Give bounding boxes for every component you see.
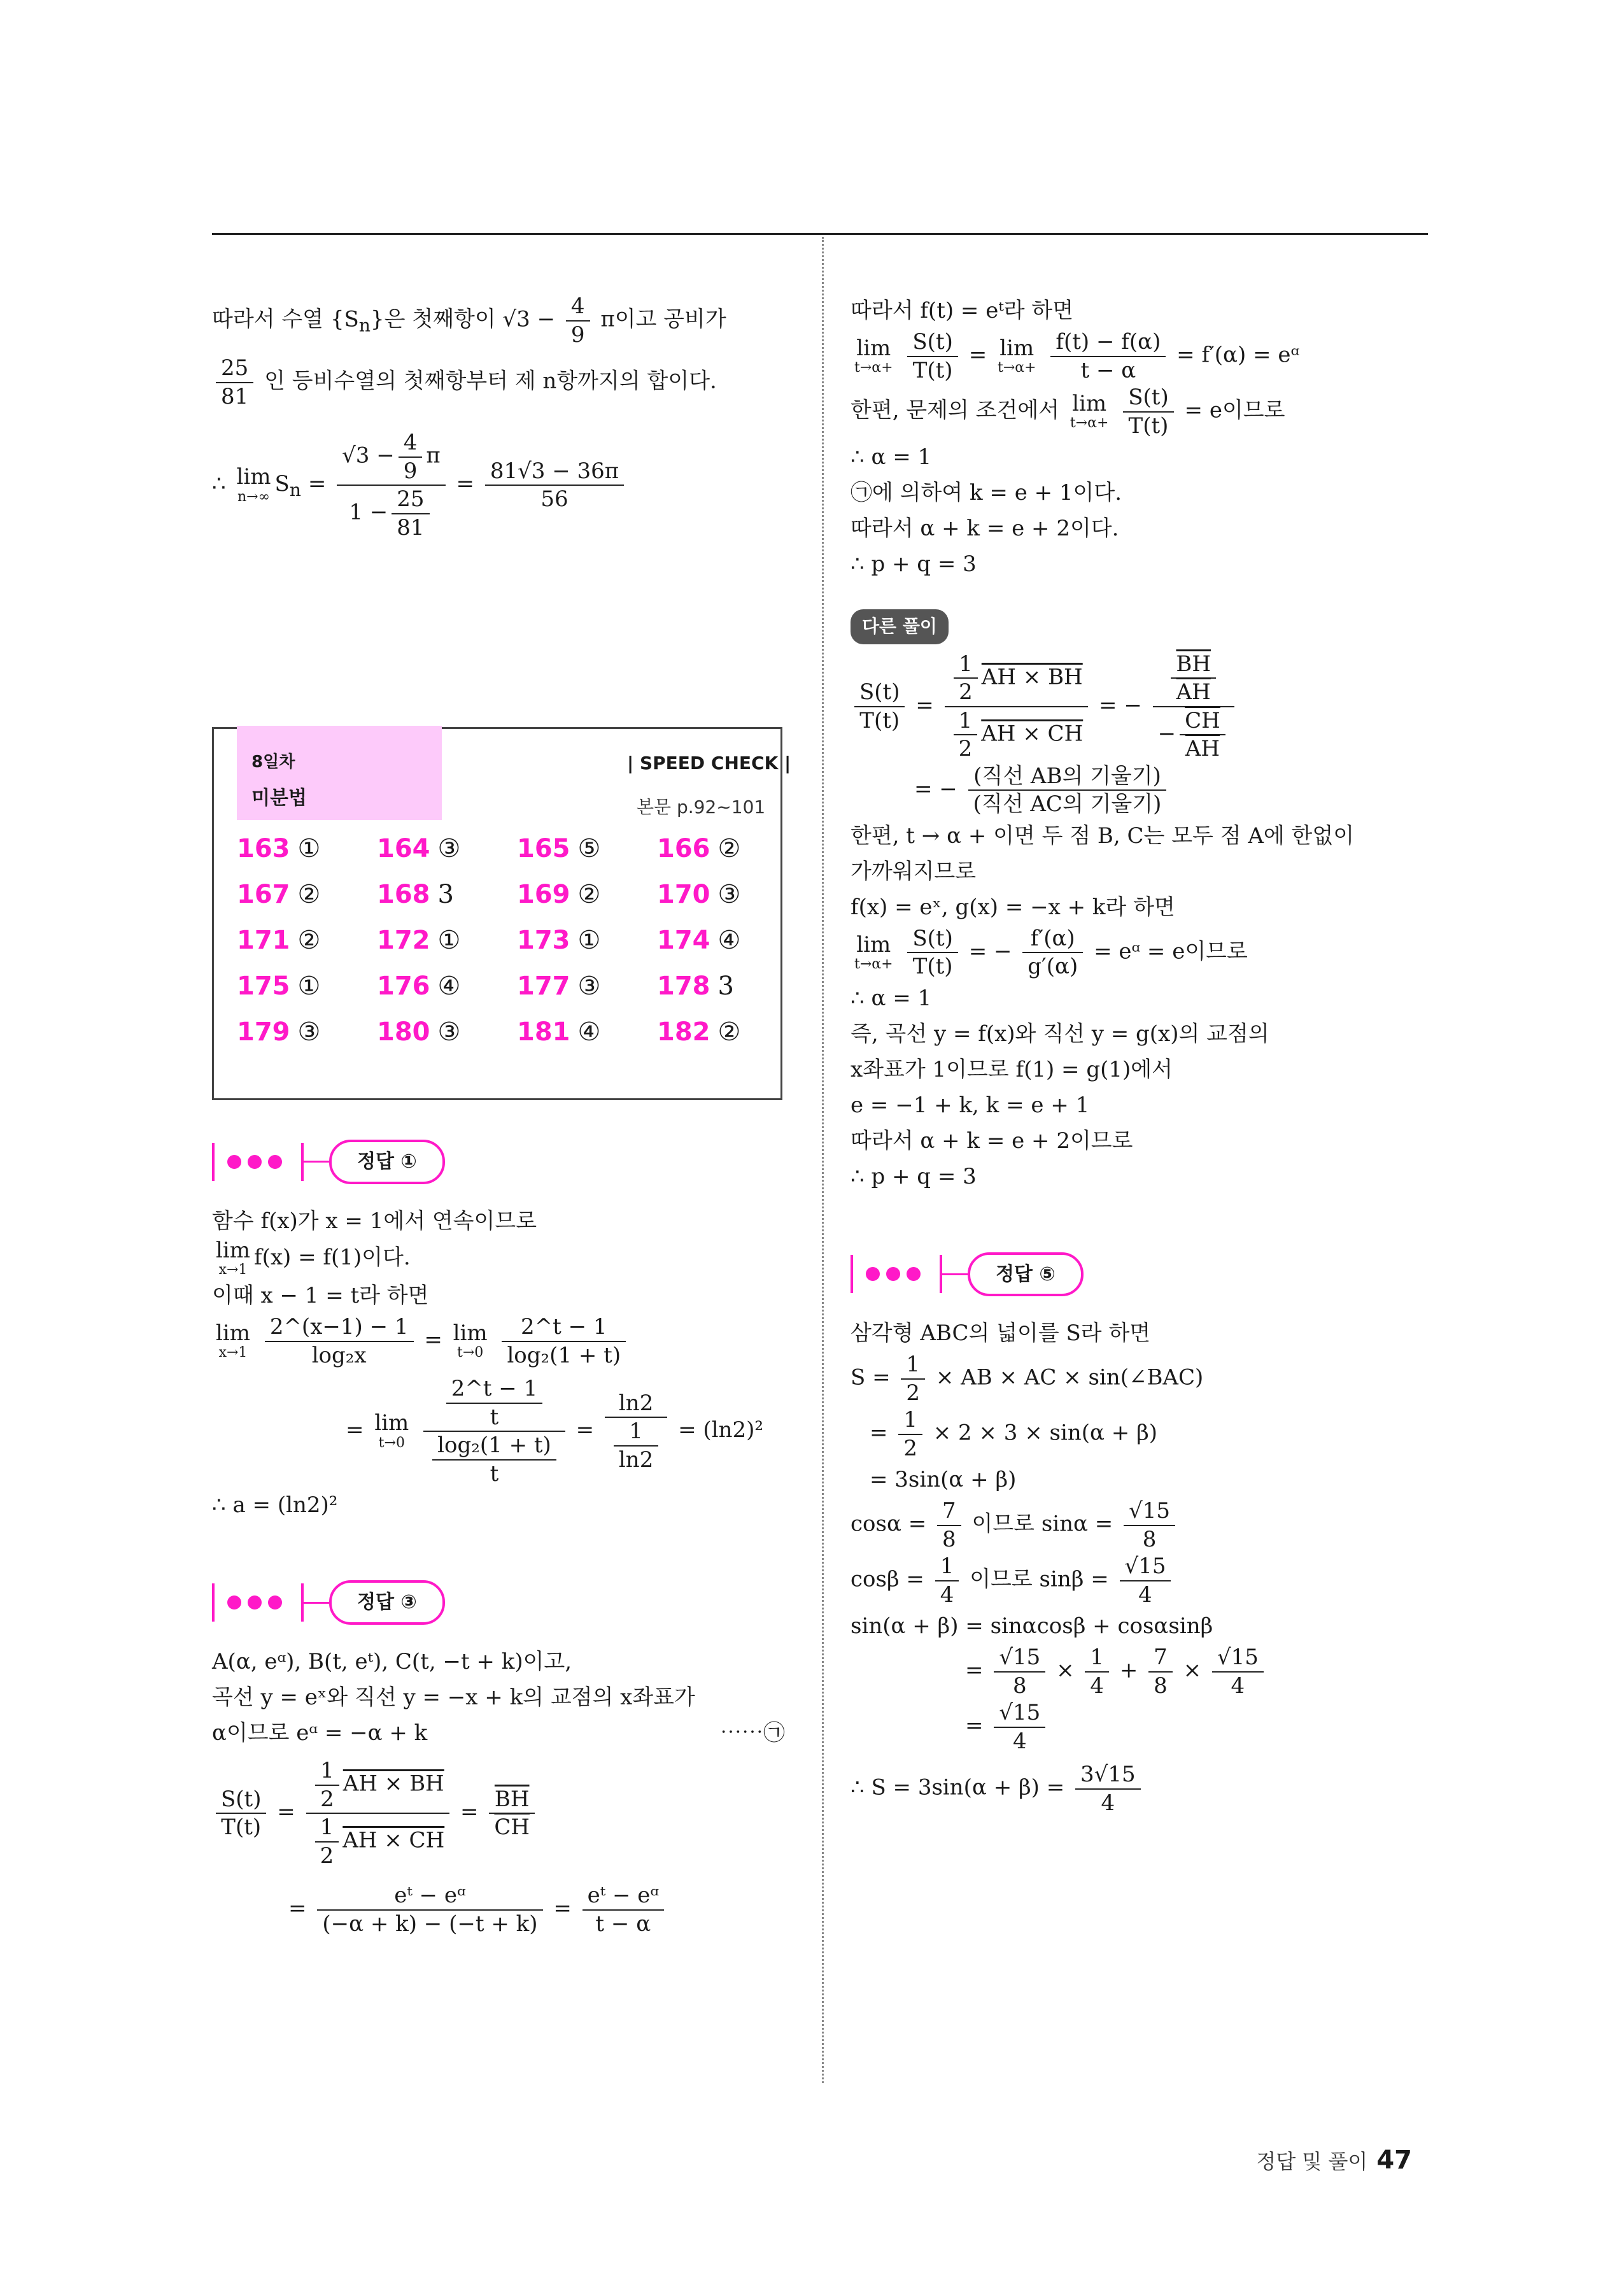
frac-4-9: $\frac{4}{9}$ bbox=[566, 293, 590, 348]
lim-n: lim n→∞ bbox=[236, 464, 271, 505]
day-label: 8일차 bbox=[251, 753, 295, 772]
answer-number: 176 bbox=[377, 972, 430, 1001]
tri-line-2: S = $\frac{1}{2}$ × AB × AC × sin(∠BAC) bbox=[851, 1352, 1204, 1406]
other-solution-label: 다른 풀이 bbox=[851, 609, 949, 644]
tri-line-3: = $\frac{1}{2}$ × 2 × 3 × sin(α + β) bbox=[870, 1407, 1158, 1461]
sol1-limit-1: lim x→1 $\frac{2\^{}(x-1) - 1}{\text{log₂x}}$ = lim t→0 $\frac{2\^{}t - 1}{\text{log₂(1 + t)}}$ bbox=[212, 1313, 798, 1369]
right-line-13: 즉, 곡선 y = f(x)와 직선 y = g(x)의 교점의 bbox=[851, 1021, 1269, 1047]
answer-value: ① bbox=[437, 926, 461, 955]
page-number: 47 bbox=[1376, 2146, 1412, 2175]
right-limit-2: lim t→α+ $\frac{S(t)}{T(t)}$ = − $\frac{f'(\alpha)}{g'(\alpha)}$ = eᵅ = e이므로 bbox=[854, 925, 1248, 980]
answer-label-1: 정답 ① bbox=[329, 1140, 445, 1184]
answer-number: 173 bbox=[517, 926, 570, 955]
left-para-2: $\frac{25}{81}$ 인 등비수열의 첫째항부터 제 n항까지의 합이다. bbox=[212, 355, 785, 410]
footer-label: 정답 및 풀이 bbox=[1256, 2149, 1368, 2174]
answer-cell bbox=[237, 880, 377, 909]
answer-cell bbox=[657, 972, 772, 1001]
right-line-4: ∴ α = 1 bbox=[851, 444, 932, 470]
sol1-line-2: lim x→1 f(x) = f(1)이다. bbox=[216, 1237, 411, 1278]
answer-cell bbox=[377, 880, 517, 909]
sol1-line-3: 이때 x − 1 = t라 하면 bbox=[212, 1283, 429, 1309]
answer-cell bbox=[657, 834, 772, 863]
right-line-14: x좌표가 1이므로 f(1) = g(1)에서 bbox=[851, 1057, 1173, 1083]
cos-beta: cosβ = $\frac{1}{4}$ 이므로 sinβ = $\frac{√15}{4}$ bbox=[851, 1553, 1423, 1608]
answer-value: ③ bbox=[717, 880, 741, 909]
answer-number: 170 bbox=[657, 880, 710, 909]
answer-number: 179 bbox=[237, 1017, 290, 1047]
answer-value: ② bbox=[297, 880, 321, 909]
cos-alpha: cosα = $\frac{7}{8}$ 이므로 sinα = $\frac{√15}{8}$ bbox=[851, 1497, 1423, 1553]
answer-cell bbox=[237, 834, 377, 863]
answer-value: ④ bbox=[437, 972, 461, 1001]
sol2-line-2: 곡선 y = eˣ와 직선 y = −x + k의 교점의 x좌표가 bbox=[212, 1684, 695, 1710]
answer-number: 174 bbox=[657, 926, 710, 955]
right-line-16: 따라서 α + k = e + 2이므로 bbox=[851, 1128, 1133, 1154]
answer-badge-2 bbox=[212, 1580, 798, 1625]
left-column-solutions bbox=[212, 1140, 798, 1937]
answer-value: ③ bbox=[577, 972, 601, 1001]
right-line-17: ∴ p + q = 3 bbox=[851, 1164, 977, 1190]
answer-cell bbox=[517, 926, 657, 955]
right-line-12: ∴ α = 1 bbox=[851, 985, 932, 1011]
limit-Sn-equation: ∴ lim n→∞ $S_n$ = √3 − $\frac{4}{9}$ π 1 − $\frac{25}{81}$ = $\frac{81√3 - 36\pi}{56}$ bbox=[212, 429, 785, 541]
right-line-6: 따라서 α + k = e + 2이다. bbox=[851, 516, 1119, 542]
answer-badge-3 bbox=[851, 1252, 1423, 1297]
answer-cell bbox=[237, 926, 377, 955]
answer-value: ② bbox=[717, 834, 741, 863]
answer-number: 177 bbox=[517, 972, 570, 1001]
area-result: ∴ S = 3sin(α + β) = $\frac{3√15}{4}$ bbox=[851, 1761, 1423, 1816]
right-line-10: f(x) = eˣ, g(x) = −x + k라 하면 bbox=[851, 894, 1175, 920]
answer-value: ② bbox=[297, 926, 321, 955]
answer-value: ④ bbox=[577, 1017, 601, 1047]
answer-cell bbox=[517, 972, 657, 1001]
right-line-9: 가까워지므로 bbox=[851, 858, 977, 884]
answer-number: 165 bbox=[517, 834, 570, 863]
answer-number: 172 bbox=[377, 926, 430, 955]
right-limit-1: lim t→α+ $\frac{S(t)}{T(t)}$ = lim t→α+ $\frac{f(t) - f(\alpha)}{t - \alpha}$ = f′(α) = eᵅ bbox=[854, 329, 1300, 383]
answer-number: 181 bbox=[517, 1017, 570, 1047]
answer-cell bbox=[657, 880, 772, 909]
answer-number: 182 bbox=[657, 1017, 710, 1047]
answer-label-2: 정답 ③ bbox=[329, 1580, 445, 1625]
sin-sum-2: = $\frac{√15}{8}$ × $\frac{1}{4}$ + $\frac{7}{8}$ × $\frac{√15}{4}$ bbox=[851, 1644, 1423, 1699]
sol1-line-1: 함수 f(x)가 x = 1에서 연속이므로 bbox=[212, 1208, 537, 1234]
right-condition: 한편, 문제의 조건에서 lim t→α+ $\frac{S(t)}{T(t)}$ = e이므로 bbox=[851, 385, 1285, 439]
tri-line-1: 삼각형 ABC의 넓이를 S라 하면 bbox=[851, 1320, 1151, 1346]
right-line-8: 한편, t → α + 이면 두 점 B, C는 모두 점 A에 한없이 bbox=[851, 823, 1355, 849]
sol1-result: ∴ a = (ln2)² bbox=[212, 1492, 338, 1518]
answer-value: ① bbox=[297, 972, 321, 1001]
answer-value: ③ bbox=[437, 834, 461, 863]
page-footer bbox=[1256, 2146, 1412, 2175]
answer-label-3: 정답 ⑤ bbox=[968, 1252, 1084, 1297]
answer-cell bbox=[377, 926, 517, 955]
answer-value: ③ bbox=[297, 1017, 321, 1047]
answer-badge-1 bbox=[212, 1140, 798, 1184]
answer-value: ⑤ bbox=[577, 834, 601, 863]
answer-cell bbox=[377, 1017, 517, 1047]
frac-series-sum: √3 − $\frac{4}{9}$ π 1 − $\frac{25}{81}$ bbox=[337, 429, 446, 541]
sin-sum: sin(α + β) = sinαcosβ + cosαsinβ bbox=[851, 1613, 1213, 1639]
answer-number: 171 bbox=[237, 926, 290, 955]
slope-ratio: = − $\frac{\text{(직선 AB의 기울기)}}{\text{(직선 AC의 기울기)}}$ bbox=[851, 763, 1423, 818]
sin-sum-3: = $\frac{√15}{4}$ bbox=[851, 1699, 1423, 1755]
answer-cell bbox=[237, 1017, 377, 1047]
right-column bbox=[851, 293, 1423, 1816]
tri-line-4: = 3sin(α + β) bbox=[870, 1467, 1017, 1493]
answer-value: ① bbox=[297, 834, 321, 863]
answer-value: ④ bbox=[717, 926, 741, 955]
other-ratio: $\frac{S(t)}{T(t)}$ = $\frac{1}{2}$ AH × BH $\frac{1}{2}$ AH × CH = − $\frac{\overline{BH}}{AH}$ − $\frac{\overline{CH}}{AH}$ bbox=[851, 651, 1423, 763]
left-column-top bbox=[212, 293, 785, 541]
answer-number: 178 bbox=[657, 972, 710, 1001]
answer-number: 169 bbox=[517, 880, 570, 909]
answer-cell bbox=[657, 1017, 772, 1047]
answer-cell bbox=[517, 880, 657, 909]
answer-cell bbox=[657, 926, 772, 955]
sol2-line-3: α이므로 eᵅ = −α + k ⋯⋯㉠ bbox=[212, 1720, 785, 1746]
answer-value: 3 bbox=[437, 880, 454, 909]
column-divider bbox=[822, 237, 824, 2083]
answer-cell bbox=[377, 972, 517, 1001]
right-line-5: ㉠에 의하여 k = e + 1이다. bbox=[851, 480, 1122, 506]
answer-cell bbox=[237, 972, 377, 1001]
answer-cell bbox=[517, 1017, 657, 1047]
answer-value: 3 bbox=[717, 972, 734, 1001]
right-line-1: 따라서 f(t) = eᵗ라 하면 bbox=[851, 298, 1074, 323]
left-para-1: 따라서 수열 $\{S_n\}$은 첫째항이 √3 − $\frac{4}{9}$ π이고 공비가 bbox=[212, 294, 726, 348]
answer-grid bbox=[237, 834, 772, 1047]
answer-value: ② bbox=[717, 1017, 741, 1047]
answer-cell bbox=[377, 834, 517, 863]
answer-value: ② bbox=[577, 880, 601, 909]
answer-number: 175 bbox=[237, 972, 290, 1001]
answer-number: 167 bbox=[237, 880, 290, 909]
page-reference: 본문 p.92~101 bbox=[637, 796, 766, 817]
sol2-ratio: $\frac{S(t)}{T(t)}$ = $\frac{1}{2}$ AH × BH $\frac{1}{2}$ AH × CH = $\frac{\overline{BH}}{CH}$ bbox=[212, 1757, 798, 1869]
answer-cell bbox=[517, 834, 657, 863]
sol2-ratio-2: = $\frac{\text{eᵗ − eᵅ}}{(-\alpha + k) - (-t + k)}$ = $\frac{\text{eᵗ − eᵅ}}{t - \alpha}$ bbox=[212, 1882, 798, 1937]
answer-value: ① bbox=[577, 926, 601, 955]
answer-number: 168 bbox=[377, 880, 430, 909]
answer-number: 163 bbox=[237, 834, 290, 863]
frac-result: $\frac{81√3 - 36\pi}{56}$ bbox=[485, 458, 624, 513]
chapter-title: 미분법 bbox=[251, 787, 307, 809]
right-line-15: e = −1 + k, k = e + 1 bbox=[851, 1093, 1090, 1119]
answer-number: 166 bbox=[657, 834, 710, 863]
answer-value: ③ bbox=[437, 1017, 461, 1047]
top-rule bbox=[212, 233, 1428, 235]
right-line-7: ∴ p + q = 3 bbox=[851, 551, 977, 577]
sol1-limit-2: = lim t→0 $\frac{\frac{2\^{}t - 1}{t}}{\frac{\text{log₂(1 + t)}}{t}}$ = $\frac{\ln 2}{\frac{1}{\ln 2}}$ = (ln2)² bbox=[346, 1376, 763, 1487]
answer-number: 164 bbox=[377, 834, 430, 863]
speed-check-label: | SPEED CHECK | bbox=[627, 753, 791, 774]
frac-25-81: $\frac{25}{81}$ bbox=[216, 355, 253, 410]
answer-number: 180 bbox=[377, 1017, 430, 1047]
sol2-line-1: A(α, eᵅ), B(t, eᵗ), C(t, −t + k)이고, bbox=[212, 1648, 572, 1674]
